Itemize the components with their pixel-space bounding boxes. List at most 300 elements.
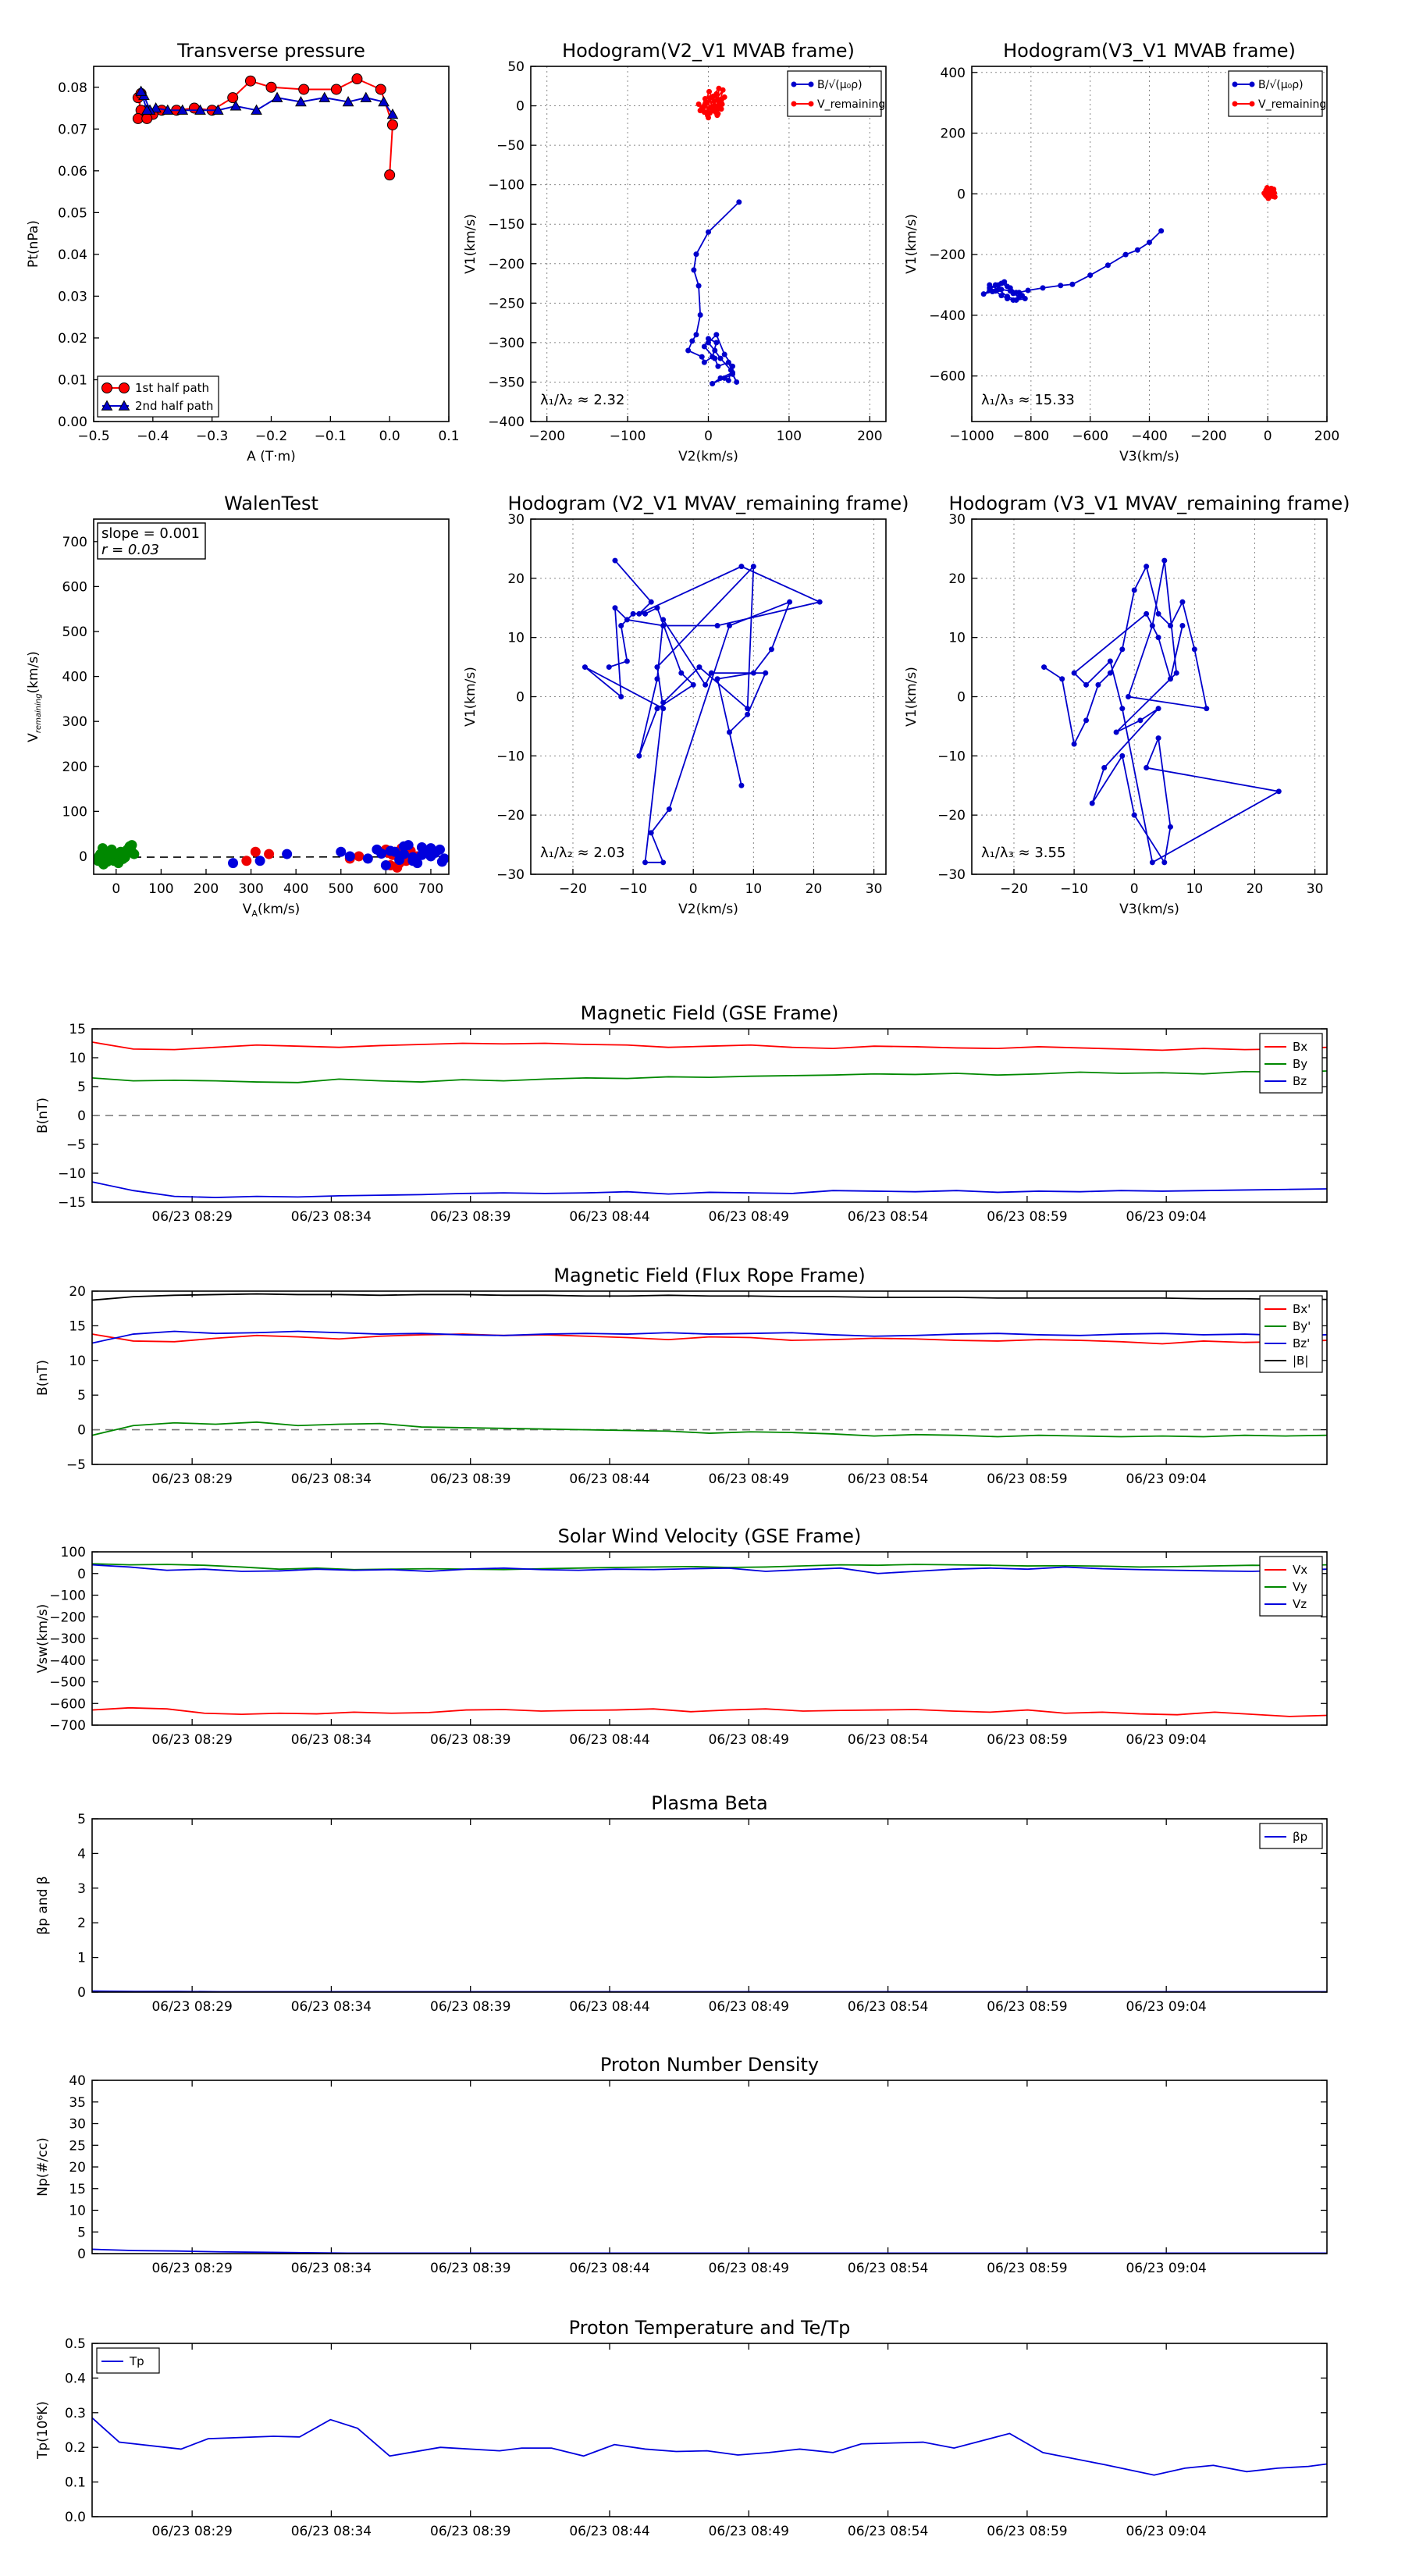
y-tick-label: 5 bbox=[77, 1080, 86, 1095]
data-point bbox=[1204, 706, 1209, 711]
series-line-Bz bbox=[92, 1182, 1327, 1197]
data-point bbox=[1087, 272, 1093, 278]
data-point bbox=[713, 332, 719, 337]
y-tick-label: 30 bbox=[507, 512, 525, 528]
data-point bbox=[660, 706, 666, 711]
plot-area bbox=[92, 2249, 1327, 2253]
y-tick-label: 400 bbox=[62, 669, 87, 685]
walen-point-blue bbox=[363, 854, 372, 863]
series-line-Vx bbox=[92, 1708, 1327, 1717]
data-point bbox=[1161, 558, 1167, 564]
y-tick-label: −50 bbox=[496, 138, 525, 155]
chart-np bbox=[35, 2054, 1327, 2276]
plot-frame bbox=[94, 519, 449, 874]
y-tick-label: 15 bbox=[69, 2181, 86, 2197]
y-tick-label: 0.00 bbox=[58, 415, 87, 430]
data-point bbox=[722, 94, 727, 100]
y-tick-label: −10 bbox=[58, 1166, 86, 1182]
plot-area bbox=[981, 185, 1278, 303]
legend-label: V_remaining bbox=[817, 98, 886, 111]
y-tick-label: 0.5 bbox=[64, 2336, 86, 2352]
data-point bbox=[1013, 297, 1019, 303]
y-axis-label: V1(km/s) bbox=[463, 214, 478, 274]
y-tick-label: 0 bbox=[79, 849, 87, 865]
x-tick-label: 06/23 08:39 bbox=[430, 1732, 511, 1748]
x-tick-label: 06/23 08:49 bbox=[708, 1209, 790, 1225]
data-point bbox=[266, 82, 276, 92]
plot-frame bbox=[92, 1291, 1327, 1464]
data-point bbox=[763, 671, 768, 676]
data-point bbox=[711, 98, 717, 104]
data-point bbox=[1144, 765, 1149, 770]
y-tick-label: 4 bbox=[77, 1846, 86, 1863]
walen-point-red bbox=[265, 849, 274, 859]
y-axis-label: V1(km/s) bbox=[904, 214, 919, 274]
y-tick-label: 400 bbox=[940, 65, 966, 81]
data-point bbox=[667, 806, 672, 812]
data-point bbox=[1156, 706, 1161, 711]
y-tick-label: 5 bbox=[77, 1388, 86, 1404]
y-axis-label: βp and β bbox=[35, 1876, 51, 1935]
y-tick-label: 100 bbox=[62, 804, 87, 820]
data-point bbox=[685, 348, 691, 354]
data-point bbox=[654, 605, 660, 610]
data-point bbox=[654, 676, 660, 681]
x-tick-label: 06/23 08:44 bbox=[569, 1209, 650, 1225]
data-point bbox=[1123, 252, 1129, 258]
data-point bbox=[734, 379, 739, 385]
data-point bbox=[718, 356, 724, 361]
x-tick-label: 06/23 08:49 bbox=[708, 1732, 790, 1748]
data-point bbox=[1083, 717, 1089, 723]
x-tick-label: −0.5 bbox=[77, 429, 110, 444]
data-point bbox=[714, 112, 720, 118]
data-point bbox=[299, 84, 309, 94]
x-axis-label: A (T·m) bbox=[247, 449, 296, 464]
walen-point-blue bbox=[408, 852, 418, 862]
x-tick-label: 100 bbox=[148, 881, 174, 897]
x-tick-label: 400 bbox=[283, 881, 309, 897]
chart-title: Transverse pressure bbox=[177, 40, 365, 62]
x-tick-label: −0.4 bbox=[137, 429, 169, 444]
y-tick-label: 0.3 bbox=[64, 2405, 86, 2421]
x-tick-label: −200 bbox=[528, 429, 566, 444]
series-line bbox=[141, 91, 393, 114]
y-tick-label: 25 bbox=[69, 2138, 86, 2154]
y-tick-label: 600 bbox=[62, 579, 87, 596]
x-tick-label: 0 bbox=[1263, 429, 1272, 444]
walen-point-blue bbox=[426, 844, 436, 853]
data-point bbox=[1137, 717, 1143, 723]
walen-point-blue bbox=[377, 849, 386, 859]
data-point bbox=[618, 623, 624, 628]
series-line-By bbox=[92, 1071, 1327, 1083]
legend-label: B/√(μ₀ρ) bbox=[817, 79, 863, 91]
data-point bbox=[642, 611, 648, 617]
data-point bbox=[636, 753, 642, 759]
x-axis-label: V2(km/s) bbox=[678, 449, 738, 464]
chart-title: Hodogram (V3_V1 MVAV_remaining frame) bbox=[948, 493, 1350, 514]
data-point bbox=[1072, 742, 1077, 747]
x-tick-label: 06/23 09:04 bbox=[1126, 1732, 1207, 1748]
legend-label: Vy bbox=[1293, 1580, 1307, 1594]
x-tick-label: 06/23 08:29 bbox=[151, 1471, 233, 1487]
data-point bbox=[817, 600, 823, 605]
data-point bbox=[660, 617, 666, 622]
walen-point-red bbox=[251, 847, 260, 856]
data-point bbox=[691, 682, 696, 688]
x-tick-label: 06/23 08:54 bbox=[847, 1999, 929, 2015]
chart-h2 bbox=[904, 40, 1339, 464]
y-tick-label: −400 bbox=[488, 415, 525, 430]
y-tick-label: 20 bbox=[948, 571, 966, 587]
data-point bbox=[706, 229, 711, 235]
x-tick-label: 06/23 08:39 bbox=[430, 2261, 511, 2276]
data-point bbox=[719, 106, 724, 112]
chart-title: Proton Temperature and Te/Tp bbox=[568, 2317, 851, 2339]
x-tick-label: 20 bbox=[1246, 881, 1264, 897]
legend-label: By' bbox=[1293, 1319, 1311, 1333]
y-tick-label: 15 bbox=[69, 1318, 86, 1335]
y-tick-label: 20 bbox=[69, 1284, 86, 1300]
x-tick-label: 06/23 08:29 bbox=[151, 1209, 233, 1225]
x-tick-label: 06/23 08:59 bbox=[987, 2524, 1068, 2539]
y-axis-label: V1(km/s) bbox=[463, 667, 478, 727]
walen-point-blue bbox=[386, 846, 395, 856]
data-point bbox=[352, 74, 362, 84]
y-tick-label: −400 bbox=[929, 308, 966, 324]
data-point bbox=[702, 343, 707, 349]
legend-label: By bbox=[1293, 1057, 1308, 1071]
data-point bbox=[272, 93, 283, 102]
x-tick-label: 0 bbox=[704, 429, 713, 444]
data-point bbox=[706, 340, 711, 345]
data-point bbox=[1126, 694, 1131, 699]
y-axis-label: Vsw(km/s) bbox=[35, 1603, 51, 1674]
x-tick-label: 06/23 08:34 bbox=[290, 2261, 372, 2276]
x-tick-label: 06/23 08:44 bbox=[569, 2524, 650, 2539]
series-line-np bbox=[92, 2249, 1327, 2253]
data-point bbox=[375, 84, 386, 94]
data-point bbox=[649, 830, 654, 835]
walen-point-blue bbox=[395, 856, 404, 865]
y-tick-label: 0 bbox=[516, 689, 525, 706]
data-point bbox=[1147, 240, 1152, 245]
x-tick-label: −800 bbox=[1012, 429, 1050, 444]
x-tick-label: 06/23 08:44 bbox=[569, 1732, 650, 1748]
data-point bbox=[698, 312, 703, 318]
x-tick-label: −0.2 bbox=[254, 429, 288, 444]
data-point bbox=[1013, 290, 1019, 295]
y-tick-label: 10 bbox=[69, 2203, 86, 2219]
data-point bbox=[722, 352, 727, 358]
plot-area bbox=[92, 1294, 1327, 1437]
x-tick-label: 06/23 08:49 bbox=[708, 2261, 790, 2276]
x-tick-label: 06/23 08:34 bbox=[290, 1732, 372, 1748]
y-tick-label: −350 bbox=[488, 375, 525, 391]
walen-point-red bbox=[354, 852, 364, 861]
stats-r: r = 0.03 bbox=[101, 542, 160, 558]
legend-marker bbox=[1232, 101, 1238, 107]
x-tick-label: 06/23 08:44 bbox=[569, 1471, 650, 1487]
walen-point-green bbox=[127, 841, 137, 850]
plot-frame bbox=[92, 1552, 1327, 1725]
y-tick-label: 10 bbox=[69, 1353, 86, 1369]
data-point bbox=[678, 671, 684, 676]
data-point bbox=[1090, 801, 1095, 806]
legend-label: Bz' bbox=[1293, 1336, 1311, 1350]
legend-marker bbox=[809, 101, 814, 107]
y-tick-label: −400 bbox=[49, 1653, 86, 1669]
chart-title: Hodogram (V2_V1 MVAV_remaining frame) bbox=[507, 493, 909, 514]
x-axis-label: V3(km/s) bbox=[1119, 902, 1179, 917]
plot-frame bbox=[92, 1819, 1327, 1992]
chart-title: Magnetic Field (Flux Rope Frame) bbox=[553, 1265, 866, 1286]
y-tick-label: 200 bbox=[940, 126, 966, 142]
legend-marker bbox=[1250, 82, 1255, 87]
y-tick-label: −20 bbox=[937, 808, 966, 824]
y-axis-label: Tp(10⁶K) bbox=[35, 2400, 51, 2460]
data-point bbox=[751, 564, 756, 569]
data-point bbox=[706, 89, 712, 94]
x-tick-label: 500 bbox=[328, 881, 354, 897]
x-tick-label: 200 bbox=[1314, 429, 1340, 444]
y-tick-label: −300 bbox=[488, 335, 525, 351]
data-point bbox=[1168, 623, 1173, 628]
data-point bbox=[1026, 288, 1031, 294]
y-tick-label: 0.4 bbox=[64, 2371, 86, 2387]
x-tick-label: 20 bbox=[805, 881, 823, 897]
data-point bbox=[631, 611, 636, 617]
data-point bbox=[691, 267, 696, 272]
plot-area bbox=[133, 74, 397, 180]
data-point bbox=[1158, 228, 1164, 233]
x-tick-label: 06/23 08:39 bbox=[430, 2524, 511, 2539]
legend-marker bbox=[791, 82, 797, 87]
y-tick-label: 0.08 bbox=[58, 80, 87, 96]
data-point bbox=[736, 199, 742, 205]
y-tick-label: 3 bbox=[77, 1880, 86, 1897]
y-tick-label: 10 bbox=[507, 630, 525, 646]
data-point bbox=[1001, 279, 1007, 285]
y-tick-label: 0.01 bbox=[58, 372, 87, 389]
legend-label: Tp bbox=[130, 2354, 144, 2368]
y-tick-label: 15 bbox=[69, 1022, 86, 1037]
x-tick-label: 06/23 08:49 bbox=[708, 1999, 790, 2015]
y-tick-label: −600 bbox=[49, 1696, 86, 1713]
legend-label: V_remaining bbox=[1258, 98, 1327, 111]
legend-label: Bz bbox=[1293, 1074, 1307, 1088]
data-point bbox=[1040, 285, 1046, 290]
chart-title: WalenTest bbox=[224, 493, 318, 514]
data-point bbox=[1144, 564, 1149, 569]
walen-point-blue bbox=[283, 849, 292, 859]
data-point bbox=[702, 96, 708, 101]
data-point bbox=[745, 712, 750, 717]
data-point bbox=[693, 251, 699, 257]
data-point bbox=[1119, 646, 1125, 652]
data-point bbox=[693, 332, 699, 337]
y-tick-label: −150 bbox=[488, 217, 525, 233]
x-tick-label: 06/23 08:29 bbox=[151, 2261, 233, 2276]
x-tick-label: 200 bbox=[193, 881, 219, 897]
x-tick-label: 06/23 08:29 bbox=[151, 2524, 233, 2539]
data-point bbox=[606, 664, 612, 670]
x-tick-label: 06/23 08:59 bbox=[987, 1471, 1068, 1487]
series-line-Tp bbox=[92, 2418, 1327, 2475]
data-point bbox=[1276, 788, 1282, 794]
data-point bbox=[361, 93, 371, 102]
data-point bbox=[1179, 623, 1185, 628]
plot-frame bbox=[92, 2080, 1327, 2254]
y-tick-label: −30 bbox=[937, 867, 966, 883]
x-tick-label: 06/23 08:39 bbox=[430, 1471, 511, 1487]
plot-frame bbox=[531, 519, 886, 874]
y-tick-label: −700 bbox=[49, 1718, 86, 1734]
plot-area bbox=[92, 2418, 1327, 2475]
walen-point-blue bbox=[336, 847, 346, 856]
y-axis-label: Pt(nPa) bbox=[26, 220, 41, 268]
data-point bbox=[1114, 730, 1119, 735]
chart-h4 bbox=[904, 493, 1350, 917]
legend-label: 1st half path bbox=[135, 381, 210, 395]
data-point bbox=[1058, 283, 1063, 288]
stats-slope: slope = 0.001 bbox=[101, 525, 200, 542]
chart-title: Proton Number Density bbox=[599, 2054, 820, 2076]
data-point bbox=[319, 93, 329, 102]
y-tick-label: −500 bbox=[49, 1674, 86, 1691]
data-point bbox=[720, 101, 725, 107]
data-point bbox=[1083, 682, 1089, 688]
x-tick-label: 0.1 bbox=[438, 429, 460, 444]
data-point bbox=[1150, 623, 1155, 628]
data-point bbox=[1108, 671, 1113, 676]
legend-label: Vx bbox=[1293, 1563, 1308, 1577]
legend-marker bbox=[809, 82, 814, 87]
walen-point-blue bbox=[229, 859, 238, 868]
data-point bbox=[636, 611, 642, 617]
data-point bbox=[689, 338, 695, 343]
x-axis-label: V2(km/s) bbox=[678, 902, 738, 917]
data-point bbox=[787, 600, 792, 605]
x-tick-label: 06/23 08:29 bbox=[151, 1732, 233, 1748]
data-point bbox=[1156, 611, 1161, 617]
y-axis-label: $V_{remaining}(km/s)$ bbox=[26, 651, 43, 742]
legend-label: βp bbox=[1293, 1830, 1308, 1844]
chart-title: Hodogram(V3_V1 MVAB frame) bbox=[1003, 40, 1296, 62]
data-point bbox=[387, 119, 397, 130]
y-tick-label: 100 bbox=[60, 1545, 86, 1560]
data-point bbox=[1069, 282, 1075, 287]
chart-title: Plasma Beta bbox=[651, 1792, 768, 1814]
data-point bbox=[1179, 600, 1185, 605]
y-tick-label: 700 bbox=[62, 534, 87, 550]
x-tick-label: 06/23 08:54 bbox=[847, 1209, 929, 1225]
ratio-annotation: λ₁/λ₂ ≈ 2.32 bbox=[540, 392, 625, 408]
chart-title: Solar Wind Velocity (GSE Frame) bbox=[557, 1525, 862, 1547]
legend-marker bbox=[1250, 101, 1255, 107]
walen-point-green bbox=[118, 854, 127, 863]
data-point bbox=[1119, 753, 1125, 759]
y-tick-label: 0 bbox=[957, 689, 966, 706]
data-point bbox=[699, 354, 705, 360]
x-tick-label: 0.0 bbox=[379, 429, 400, 444]
data-point bbox=[1059, 676, 1065, 681]
data-point bbox=[385, 170, 395, 180]
y-tick-label: 0 bbox=[77, 2247, 86, 2262]
data-point bbox=[726, 360, 731, 365]
data-point bbox=[660, 859, 666, 865]
y-tick-label: 0 bbox=[77, 1985, 86, 2001]
data-point bbox=[1041, 664, 1047, 670]
walen-point-blue bbox=[417, 850, 426, 859]
y-tick-label: −300 bbox=[49, 1631, 86, 1647]
x-tick-label: 600 bbox=[373, 881, 399, 897]
x-axis-label: $V_A(km/s)$ bbox=[242, 902, 301, 919]
y-tick-label: −15 bbox=[58, 1195, 86, 1211]
plot-area bbox=[685, 86, 742, 386]
data-point bbox=[710, 94, 716, 99]
data-point bbox=[738, 564, 744, 569]
data-point bbox=[649, 600, 654, 605]
chart-walen bbox=[26, 493, 449, 919]
y-tick-label: −250 bbox=[488, 296, 525, 312]
data-point bbox=[624, 617, 630, 622]
data-point bbox=[1156, 635, 1161, 640]
series-line bbox=[585, 560, 820, 863]
x-tick-label: −20 bbox=[559, 881, 587, 897]
data-point bbox=[142, 113, 152, 123]
chart-vsw bbox=[35, 1525, 1327, 1748]
y-tick-label: 5 bbox=[77, 1812, 86, 1827]
data-point bbox=[245, 76, 255, 86]
chart-bgse bbox=[35, 1002, 1327, 1225]
data-point bbox=[1144, 611, 1149, 617]
data-point bbox=[709, 671, 714, 676]
y-tick-label: 20 bbox=[507, 571, 525, 587]
x-axis-label: V3(km/s) bbox=[1119, 449, 1179, 464]
x-tick-label: 06/23 09:04 bbox=[1126, 1999, 1207, 2015]
data-point bbox=[660, 623, 666, 628]
y-tick-label: −200 bbox=[488, 256, 525, 272]
data-point bbox=[1132, 588, 1137, 593]
data-point bbox=[710, 381, 715, 386]
y-tick-label: 200 bbox=[62, 759, 87, 775]
legend-label: |B| bbox=[1293, 1354, 1309, 1368]
y-tick-label: −600 bbox=[929, 368, 966, 385]
data-point bbox=[738, 783, 744, 788]
y-tick-label: −200 bbox=[929, 247, 966, 264]
data-point bbox=[716, 86, 721, 91]
series-line-Bx' bbox=[92, 1334, 1327, 1343]
chart-beta bbox=[35, 1792, 1327, 2015]
ratio-annotation: λ₁/λ₃ ≈ 3.55 bbox=[981, 845, 1066, 861]
x-tick-label: 06/23 08:49 bbox=[708, 1471, 790, 1487]
y-tick-label: 0 bbox=[957, 187, 966, 203]
x-tick-label: 06/23 08:39 bbox=[430, 1209, 511, 1225]
x-tick-label: 06/23 08:59 bbox=[987, 1732, 1068, 1748]
data-point bbox=[1168, 676, 1173, 681]
legend-label: Vz bbox=[1293, 1597, 1307, 1611]
walen-point-blue bbox=[399, 841, 408, 851]
x-tick-label: −600 bbox=[1072, 429, 1109, 444]
plot-area bbox=[92, 1564, 1327, 1717]
data-point bbox=[654, 664, 660, 670]
x-tick-label: 700 bbox=[418, 881, 444, 897]
walen-point-blue bbox=[345, 852, 354, 861]
x-tick-label: −100 bbox=[609, 429, 646, 444]
y-tick-label: 10 bbox=[948, 630, 966, 646]
